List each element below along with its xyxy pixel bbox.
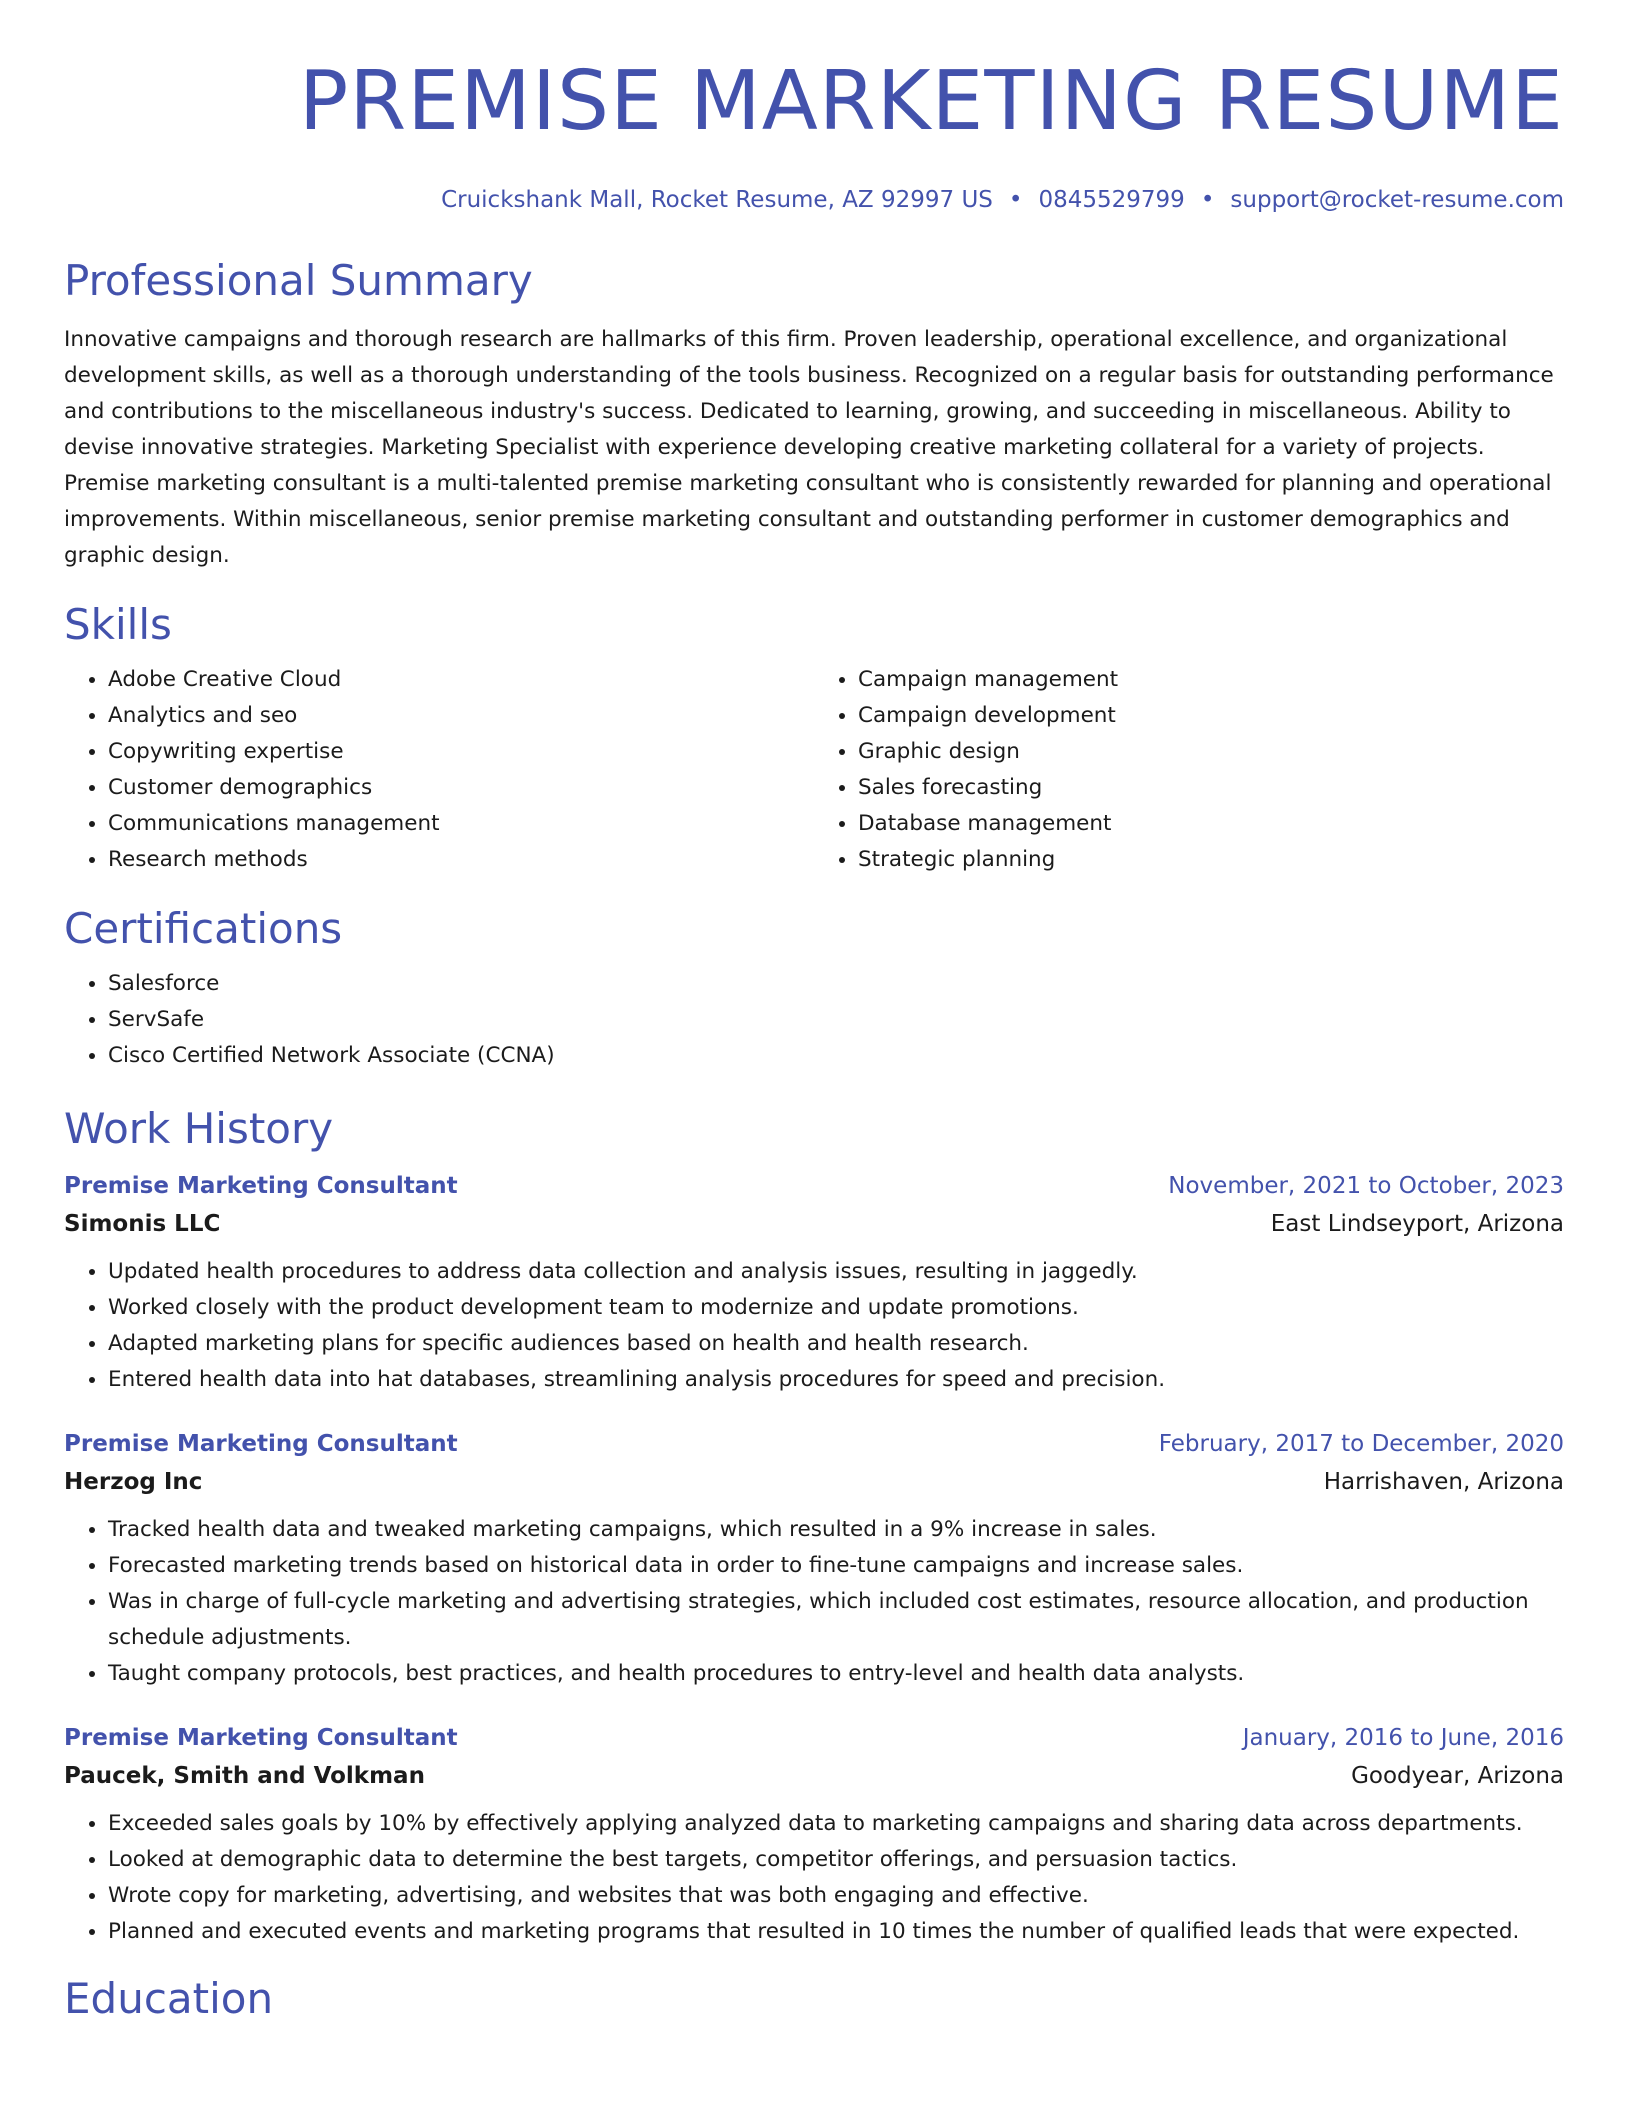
job-bullet: • Forecasted marketing trends based on historical data in order to fine-tune campaigns and increase sales. xyxy=(108,1548,1564,1584)
skills-heading: Skills xyxy=(64,600,172,649)
skill-item: • Graphic design xyxy=(858,734,1564,770)
job-title: Premise Marketing Consultant xyxy=(64,1725,458,1751)
certifications-list xyxy=(64,966,1564,1074)
job-company: Paucek, Smith and Volkman xyxy=(64,1763,425,1789)
certification-item: • Cisco Certified Network Associate (CCNA) xyxy=(108,1038,1564,1074)
job-dates: February, 2017 to December, 2020 xyxy=(1158,1431,1564,1457)
job-entry xyxy=(64,1720,1564,1950)
job-dates: January, 2016 to June, 2016 xyxy=(1242,1725,1564,1751)
job-company-row xyxy=(64,1756,1564,1796)
resume-header xyxy=(64,0,1564,216)
contact-line xyxy=(64,184,1564,216)
contact-phone: 0845529799 xyxy=(1038,187,1185,213)
skill-item: • Sales forecasting xyxy=(858,770,1564,806)
skill-item: • Campaign management xyxy=(858,662,1564,698)
job-bullet: • Worked closely with the product development team to modernize and update promotions. xyxy=(108,1290,1564,1326)
certifications-heading: Certifications xyxy=(64,904,343,953)
skill-item: • Campaign development xyxy=(858,698,1564,734)
job-company: Simonis LLC xyxy=(64,1211,221,1237)
job-company-row xyxy=(64,1204,1564,1244)
job-bullet: • Updated health procedures to address data collection and analysis issues, resulting in jaggedly. xyxy=(108,1254,1564,1290)
job-bullet: • Tracked health data and tweaked marketing campaigns, which resulted in a 9% increase in sales. xyxy=(108,1512,1564,1548)
certification-item: • Salesforce xyxy=(108,966,1564,1002)
contact-separator: • xyxy=(1200,187,1215,213)
summary-text: Innovative campaigns and thorough research are hallmarks of this firm. Proven leadership, operational excellence, and organizational development skills, as well as a thorough understanding of the tools business. Recognized on a regular basis for outstanding performance and contributions to the miscellaneous industry's success. Dedicated to learning, growing, and succeeding in miscellaneous. Ability to devise innovative strategies. Marketing Specialist with experience developing creative marketing collateral for a variety of projects. Premise marketing consultant is a multi-talented premise marketing consultant who is consistently rewarded for planning and operational improvements. Within miscellaneous, senior premise marketing consultant and outstanding performer in customer demographics and graphic design. xyxy=(64,327,1554,568)
job-bullets xyxy=(64,1512,1564,1692)
job-bullets xyxy=(64,1806,1564,1950)
skill-item: • Analytics and seo xyxy=(108,698,814,734)
skills-columns xyxy=(64,662,1564,878)
job-location: Goodyear, Arizona xyxy=(1351,1763,1564,1789)
contact-email[interactable]: support@rocket-resume.com xyxy=(1230,187,1564,213)
job-bullet: • Exceeded sales goals by 10% by effectively applying analyzed data to marketing campaigns and sharing data across departments. xyxy=(108,1806,1564,1842)
job-title-row xyxy=(64,1720,1564,1756)
job-bullet: • Taught company protocols, best practices, and health procedures to entry-level and health data analysts. xyxy=(108,1656,1564,1692)
contact-address: Cruickshank Mall, Rocket Resume, AZ 92997 US xyxy=(441,187,993,213)
skill-item: • Customer demographics xyxy=(108,770,814,806)
skill-item: • Adobe Creative Cloud xyxy=(108,662,814,698)
job-company-row xyxy=(64,1462,1564,1502)
job-title-row xyxy=(64,1426,1564,1462)
resume-page xyxy=(64,0,1564,2024)
skills-list-left xyxy=(64,662,814,878)
contact-separator: • xyxy=(1008,187,1023,213)
job-title: Premise Marketing Consultant xyxy=(64,1431,458,1457)
resume-title: PREMISE MARKETING RESUME xyxy=(298,54,1564,149)
job-bullet: • Wrote copy for marketing, advertising, and websites that was both engaging and effective. xyxy=(108,1878,1564,1914)
skill-item: • Database management xyxy=(858,806,1564,842)
skill-item: • Research methods xyxy=(108,842,814,878)
job-title-row xyxy=(64,1168,1564,1204)
job-location: East Lindseyport, Arizona xyxy=(1270,1211,1564,1237)
job-title: Premise Marketing Consultant xyxy=(64,1173,458,1199)
skill-item: • Communications management xyxy=(108,806,814,842)
job-entry xyxy=(64,1168,1564,1398)
job-bullet: • Adapted marketing plans for specific audiences based on health and health research. xyxy=(108,1326,1564,1362)
skills-list-right xyxy=(814,662,1564,878)
job-bullet: • Planned and executed events and marketing programs that resulted in 10 times the number of qualified leads that were expected. xyxy=(108,1914,1564,1950)
job-company: Herzog Inc xyxy=(64,1469,203,1495)
job-dates: November, 2021 to October, 2023 xyxy=(1168,1173,1564,1199)
work-history-heading: Work History xyxy=(64,1104,334,1153)
job-location: Harrishaven, Arizona xyxy=(1323,1469,1564,1495)
job-bullets xyxy=(64,1254,1564,1398)
skill-item: • Strategic planning xyxy=(858,842,1564,878)
job-bullet: • Entered health data into hat databases, streamlining analysis procedures for speed and precision. xyxy=(108,1362,1564,1398)
job-bullet: • Was in charge of full-cycle marketing and advertising strategies, which included cost estimates, resource allocation, and production schedule adjustments. xyxy=(108,1584,1564,1656)
job-bullet: • Looked at demographic data to determine the best targets, competitor offerings, and persuasion tactics. xyxy=(108,1842,1564,1878)
education-heading: Education xyxy=(64,1974,274,2023)
skill-item: • Copywriting expertise xyxy=(108,734,814,770)
summary-heading: Professional Summary xyxy=(64,256,533,305)
job-entry xyxy=(64,1426,1564,1692)
certification-item: • ServSafe xyxy=(108,1002,1564,1038)
